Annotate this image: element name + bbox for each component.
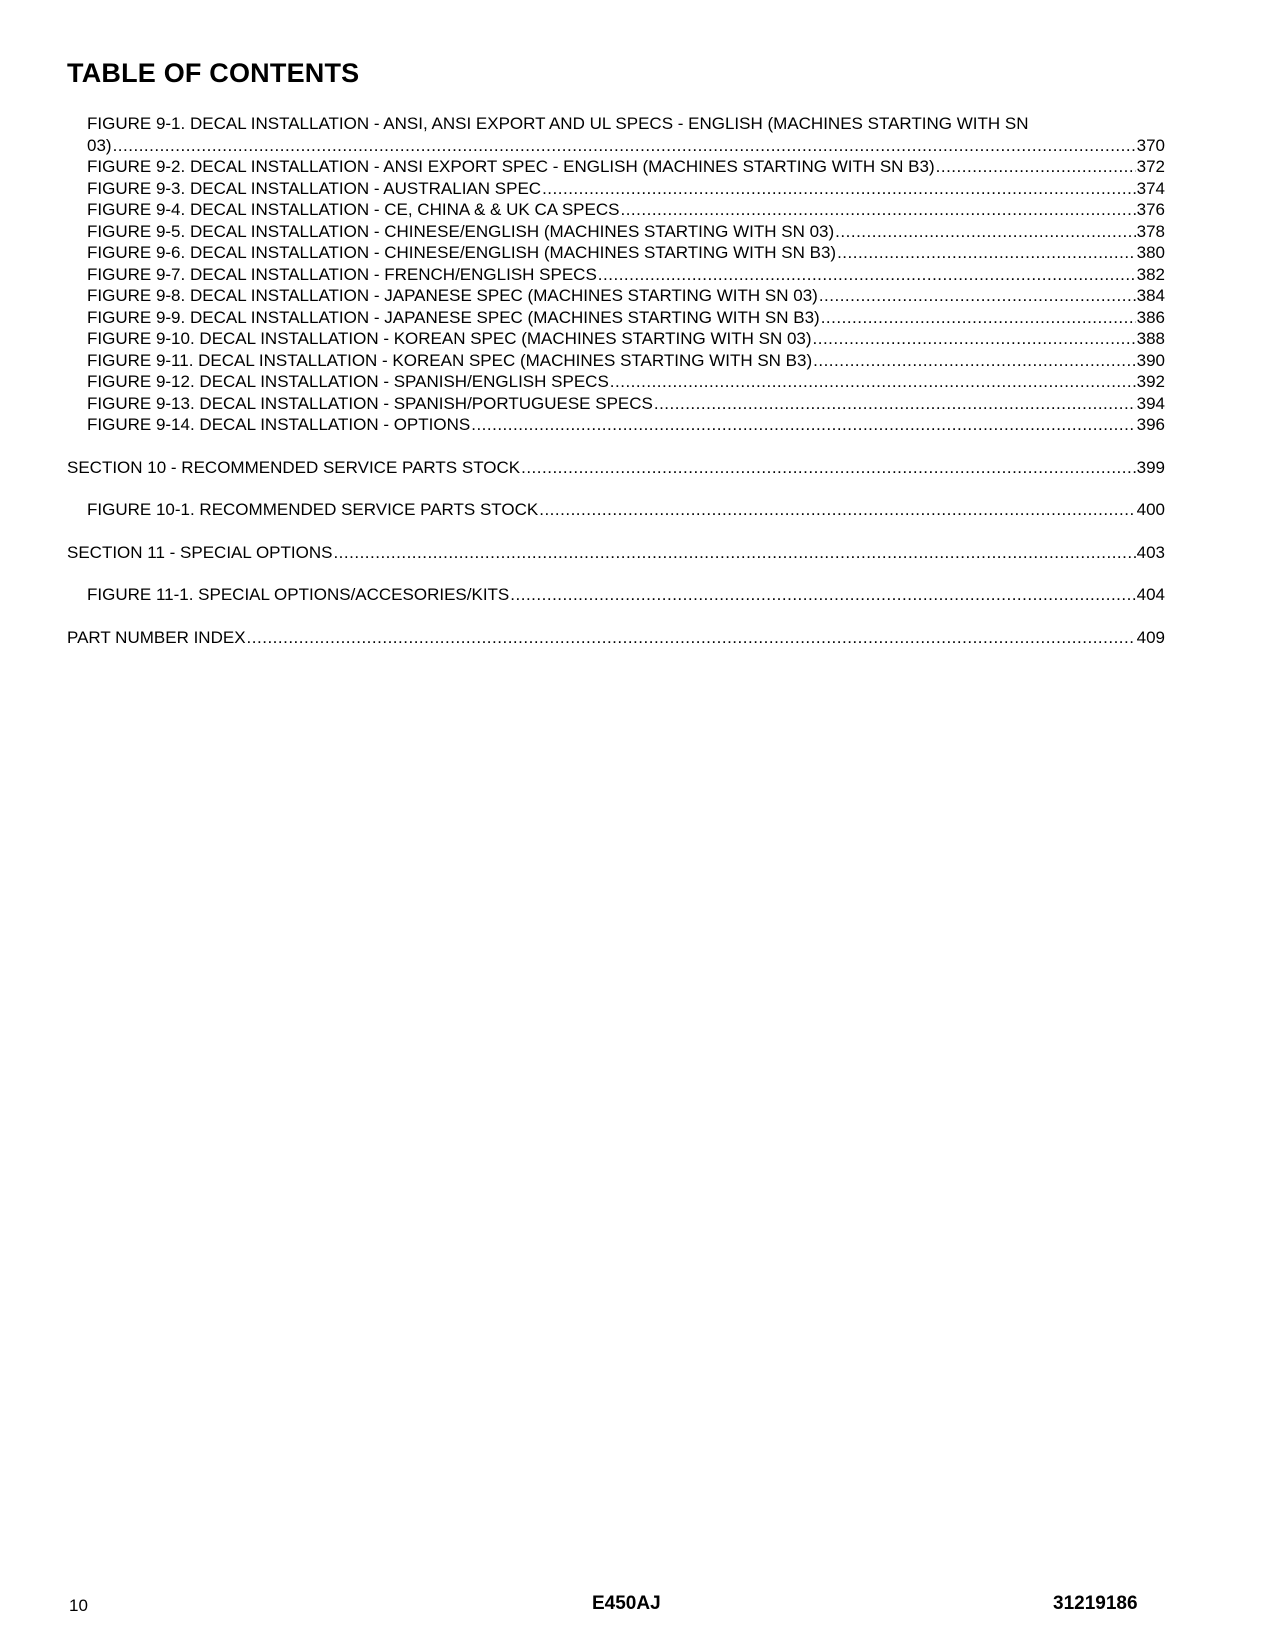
dot-leader <box>333 542 1135 564</box>
spacer <box>67 436 1165 457</box>
dot-leader <box>819 285 1136 307</box>
page-title: TABLE OF CONTENTS <box>67 58 360 88</box>
toc-entry[interactable] <box>67 242 1165 264</box>
toc-entry-page: 382 <box>1136 264 1165 284</box>
dot-leader <box>539 499 1135 521</box>
toc-entry-title: FIGURE 9-4. DECAL INSTALLATION - CE, CHINA & & UK CA SPECS <box>87 200 620 219</box>
toc-entry-title: FIGURE 9-2. DECAL INSTALLATION - ANSI EXPORT SPEC - ENGLISH (MACHINES STARTING WITH SN B3) <box>87 157 935 176</box>
toc-section-entry[interactable] <box>67 457 1165 479</box>
dot-leader <box>813 350 1135 372</box>
toc-entry[interactable] <box>67 307 1165 329</box>
toc-entry-page: 404 <box>1136 585 1165 604</box>
dot-leader <box>510 584 1135 606</box>
toc-entry-page: 384 <box>1136 286 1165 305</box>
spacer <box>67 563 1165 584</box>
toc-entry-page: 378 <box>1136 221 1165 241</box>
spacer <box>67 478 1165 499</box>
dot-leader <box>936 156 1136 178</box>
toc-entry-title: FIGURE 9-3. DECAL INSTALLATION - AUSTRALIAN SPEC <box>87 178 542 198</box>
dot-leader <box>247 627 1136 649</box>
toc-entry[interactable] <box>67 178 1165 200</box>
footer-doc-number: 31219186 <box>1053 1593 1138 1614</box>
toc-entry-title: FIGURE 9-10. DECAL INSTALLATION - KOREAN SPEC (MACHINES STARTING WITH SN 03) <box>87 329 812 348</box>
toc-entry-page: 386 <box>1136 307 1165 327</box>
toc-entry-page: 390 <box>1136 350 1165 370</box>
dot-leader <box>835 221 1135 243</box>
dot-leader <box>521 457 1136 479</box>
toc-entry-title: FIGURE 9-14. DECAL INSTALLATION - OPTIONS <box>87 415 471 434</box>
toc-entry-page: 372 <box>1136 157 1165 176</box>
dot-leader <box>813 328 1136 350</box>
toc-entry-page: 392 <box>1136 372 1165 391</box>
toc-entry-page: 394 <box>1136 393 1165 413</box>
toc-entry-page: 400 <box>1136 500 1165 519</box>
dot-leader <box>620 199 1135 221</box>
toc-entry[interactable] <box>67 264 1165 286</box>
toc-entry-title: SECTION 10 - RECOMMENDED SERVICE PARTS STOCK <box>67 457 521 477</box>
toc-entry-page: 380 <box>1136 243 1165 262</box>
toc-entry-page: 409 <box>1136 627 1165 647</box>
toc-entry-title: FIGURE 9-12. DECAL INSTALLATION - SPANISH/ENGLISH SPECS <box>87 372 609 391</box>
toc-entry-title: FIGURE 9-6. DECAL INSTALLATION - CHINESE/ENGLISH (MACHINES STARTING WITH SN B3) <box>87 243 837 262</box>
toc-entry[interactable] <box>67 156 1165 178</box>
toc-entry-title: FIGURE 9-8. DECAL INSTALLATION - JAPANESE SPEC (MACHINES STARTING WITH SN 03) <box>87 286 818 305</box>
toc-entry[interactable] <box>67 328 1165 350</box>
dot-leader <box>610 371 1136 393</box>
toc-entry[interactable] <box>67 285 1165 307</box>
dot-leader <box>654 393 1136 415</box>
toc-entry-title: 03) <box>87 135 112 155</box>
dot-leader <box>821 307 1136 329</box>
footer-page-number: 10 <box>69 1596 88 1615</box>
toc-entry-title: FIGURE 11-1. SPECIAL OPTIONS/ACCESORIES/KITS <box>87 585 510 604</box>
toc-entry-title: SECTION 11 - SPECIAL OPTIONS <box>67 542 333 562</box>
toc-entry-page: 370 <box>1136 135 1165 155</box>
toc-entry-title: FIGURE 9-11. DECAL INSTALLATION - KOREAN SPEC (MACHINES STARTING WITH SN B3) <box>87 350 813 370</box>
dot-leader <box>598 264 1136 286</box>
dot-leader <box>113 135 1136 157</box>
spacer <box>67 521 1165 542</box>
footer-model: E450AJ <box>592 1593 661 1614</box>
toc-entry-title: FIGURE 9-5. DECAL INSTALLATION - CHINESE/ENGLISH (MACHINES STARTING WITH SN 03) <box>87 221 835 241</box>
toc-entry-page: 376 <box>1136 200 1165 219</box>
toc-entry[interactable] <box>67 350 1165 372</box>
toc-entry-line[interactable]: FIGURE 9-1. DECAL INSTALLATION - ANSI, ANSI EXPORT AND UL SPECS - ENGLISH (MACHINES STARTING WITH SN <box>87 114 1029 133</box>
toc-entry[interactable] <box>67 499 1165 521</box>
toc-entry-page: 374 <box>1136 178 1165 198</box>
toc-entry[interactable] <box>67 199 1165 221</box>
dot-leader <box>837 242 1136 264</box>
toc-entry[interactable] <box>67 371 1165 393</box>
toc-entry[interactable] <box>67 393 1165 415</box>
toc-entry-title: FIGURE 9-13. DECAL INSTALLATION - SPANISH/PORTUGUESE SPECS <box>87 393 653 413</box>
toc-entry[interactable] <box>67 221 1165 243</box>
toc-entry-page: 403 <box>1136 542 1165 562</box>
dot-leader <box>542 178 1136 200</box>
toc-entry-title: FIGURE 10-1. RECOMMENDED SERVICE PARTS STOCK <box>87 500 539 519</box>
toc-entry[interactable] <box>67 135 1165 157</box>
toc-entry-title: FIGURE 9-7. DECAL INSTALLATION - FRENCH/ENGLISH SPECS <box>87 264 597 284</box>
toc-entry-page: 399 <box>1136 457 1165 477</box>
dot-leader <box>471 414 1135 436</box>
toc-entry-title: PART NUMBER INDEX <box>67 627 246 647</box>
toc-list <box>67 113 1165 648</box>
toc-section-entry[interactable] <box>67 542 1165 564</box>
toc-entry[interactable] <box>67 414 1165 436</box>
toc-entry-page: 396 <box>1136 415 1165 434</box>
toc-entry-title: FIGURE 9-9. DECAL INSTALLATION - JAPANESE SPEC (MACHINES STARTING WITH SN B3) <box>87 307 820 327</box>
toc-section-entry[interactable] <box>67 627 1165 649</box>
toc-entry-page: 388 <box>1136 329 1165 348</box>
toc-entry[interactable] <box>67 584 1165 606</box>
spacer <box>67 606 1165 627</box>
